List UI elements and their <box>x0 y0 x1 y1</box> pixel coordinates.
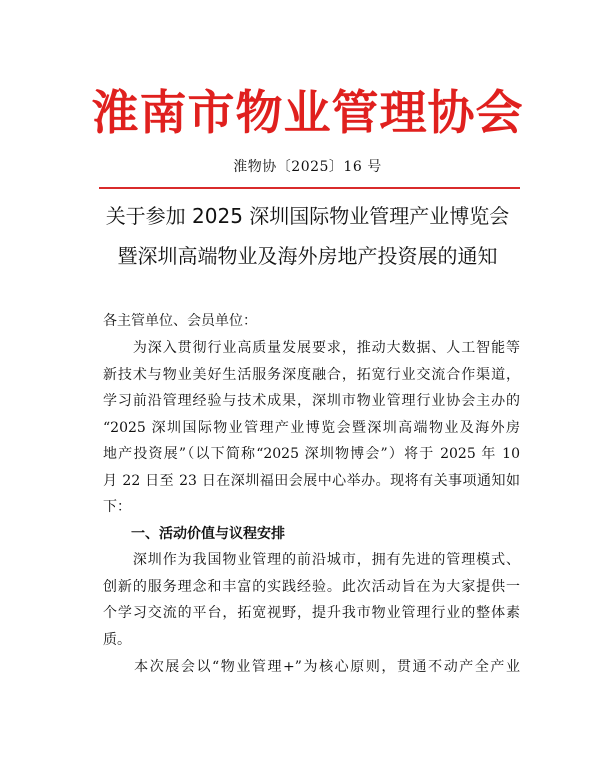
salutation: 各主管单位、会员单位： <box>103 313 257 329</box>
body-line-9: 深圳作为我国物业管理的前沿城市，拥有先进的管理模式、 <box>103 552 520 568</box>
body-line-11: 个学习交流的平台，拓宽视野，提升我市物业管理行业的整体素 <box>103 605 520 621</box>
body-line-6: 月 22 日至 23 日在深圳福田会展中心举办。现将有关事项通知如 <box>103 473 520 489</box>
document-title-line-2: 暨深圳高端物业及海外房地产投资展的通知 <box>117 244 498 268</box>
body-line-1: 为深入贯彻行业高质量发展要求，推动大数据、人工智能等 <box>103 340 520 356</box>
document-number: 淮物协〔2025〕16 号 <box>233 159 382 175</box>
red-divider-line <box>99 187 520 189</box>
body-line-10: 创新的服务理念和丰富的实践经验。此次活动旨在为大家提供一 <box>103 579 520 595</box>
body-line-7: 下： <box>103 499 131 515</box>
body-line-5: 地产投资展”（以下简称“2025 深圳物博会”）将于 2025 年 10 <box>103 446 520 462</box>
body-line-3: 学习前沿管理经验与技术成果，深圳市物业管理行业协会主办的 <box>103 393 520 409</box>
body-line-4: “2025 深圳国际物业管理产业博览会暨深圳高端物业及海外房 <box>103 420 520 436</box>
body-line-2: 新技术与物业美好生活服务深度融合，拓宽行业交流合作渠道， <box>103 367 520 383</box>
organization-header: 淮南市物业管理协会 <box>91 86 524 141</box>
body-line-13: 本次展会以“物业管理+”为核心原则，贯通不动产全产业 <box>103 659 520 675</box>
document-title-line-1: 关于参加 2025 深圳国际物业管理产业博览会 <box>105 204 510 228</box>
section-heading-1: 一、活动价值与议程安排 <box>103 526 285 542</box>
body-line-12: 质。 <box>103 632 131 648</box>
